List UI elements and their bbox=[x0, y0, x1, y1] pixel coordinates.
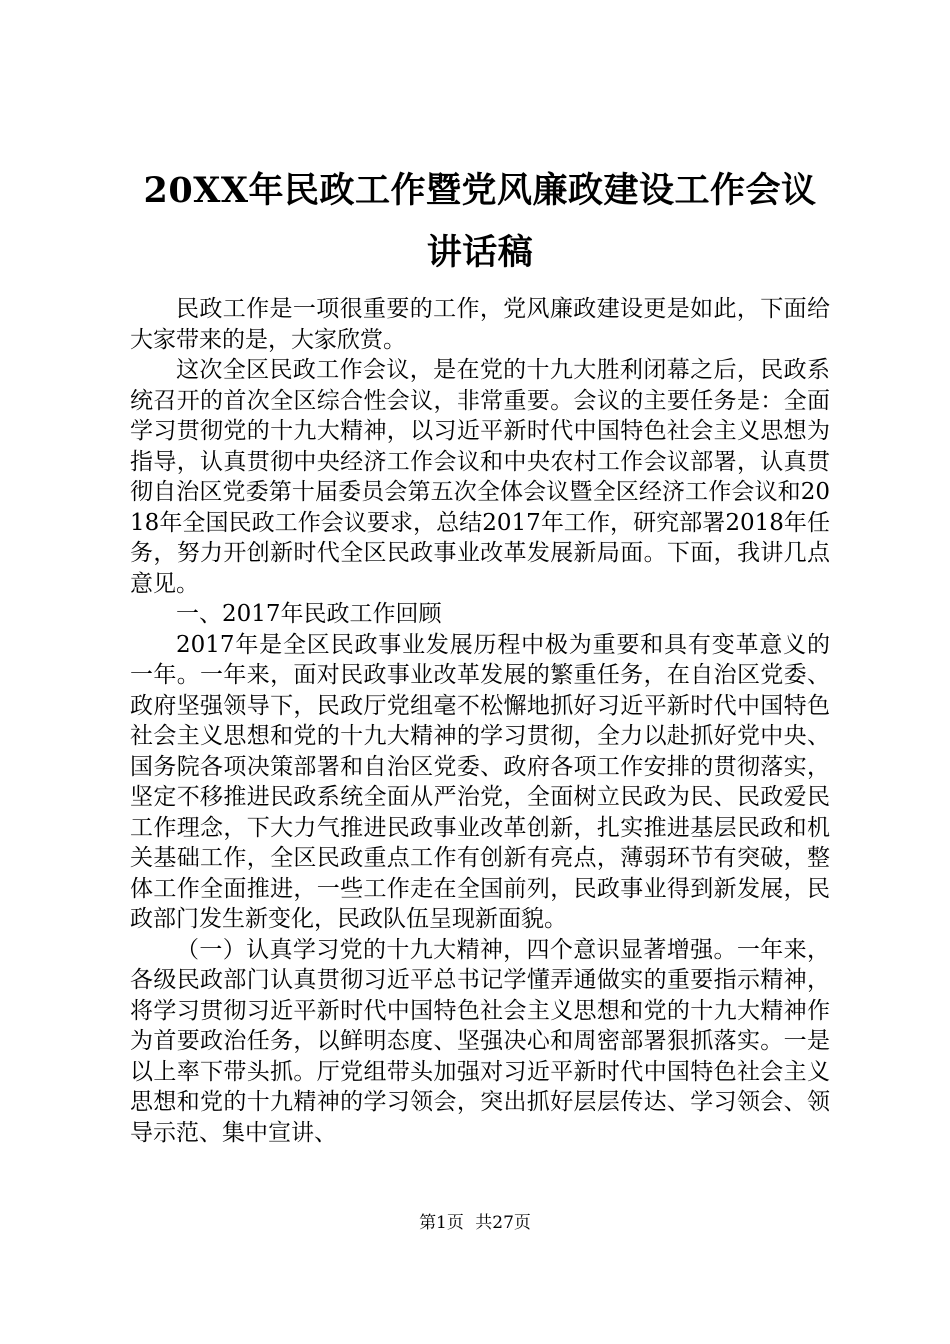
subsection-paragraph: （一）认真学习党的十九大精神，四个意识显著增强。一年来，各级民政部门认真贯彻习近平总书记学懂弄通做实的重要指示精神，将学习贯彻习近平新时代中国特色社会主义思想和党的十九大精神作为首要政治任务，以鲜明态度、坚强决心和周密部署狠抓落实。一是以上率下带头抓。厅党组带头加强对习近平新时代中国特色社会主义思想和党的十九精神的学习领会，突出抓好层层传达、学习领会、领导示范、集中宣讲、 bbox=[130, 936, 830, 1146]
intro-paragraph: 民政工作是一项很重要的工作，党风廉政建设更是如此，下面给大家带来的是，大家欣赏。 bbox=[130, 296, 830, 353]
page-total: 共27页 bbox=[475, 1213, 531, 1233]
section-heading: 一、2017年民政工作回顾 bbox=[176, 601, 442, 627]
meeting-paragraph: 这次全区民政工作会议，是在党的十九大胜利闭幕之后，民政系统召开的首次全区综合性会议，非常重要。会议的主要任务是：全面学习贯彻党的十九大精神，以习近平新时代中国特色社会主义思想为指导，认真贯彻中央经济工作会议和中央农村工作会议部署，认真贯彻自治区党委第十届委员会第五次全体会议暨全区经济工作会议和2018年全国民政工作会议要求，总结2017年工作，研究部署2018年任务，努力开创新时代全区民政事业改革发展新局面。下面，我讲几点意见。 bbox=[130, 357, 830, 597]
document-title: 20XX年民政工作暨党风廉政建设工作会议讲话稿 bbox=[143, 170, 817, 273]
review-paragraph: 2017年是全区民政事业发展历程中极为重要和具有变革意义的一年。一年来，面对民政事业改革发展的繁重任务，在自治区党委、政府坚强领导下，民政厅党组毫不松懈地抓好习近平新时代中国特色社会主义思想和党的十九大精神的学习贯彻，全力以赴抓好党中央、国务院各项决策部署和自治区党委、政府各项工作安排的贯彻落实，坚定不移推进民政系统全面从严治党，全面树立民政为民、民政爱民工作理念，下大力气推进民政事业改革创新，扎实推进基层民政和机关基础工作，全区民政重点工作有创新有亮点，薄弱环节有突破，整体工作全面推进，一些工作走在全国前列，民政事业得到新发展，民政部门发生新变化，民政队伍呈现新面貌。 bbox=[130, 631, 830, 932]
page-number: 第1页 bbox=[419, 1213, 464, 1233]
page-footer bbox=[0, 1212, 950, 1234]
document-body bbox=[130, 294, 830, 1148]
